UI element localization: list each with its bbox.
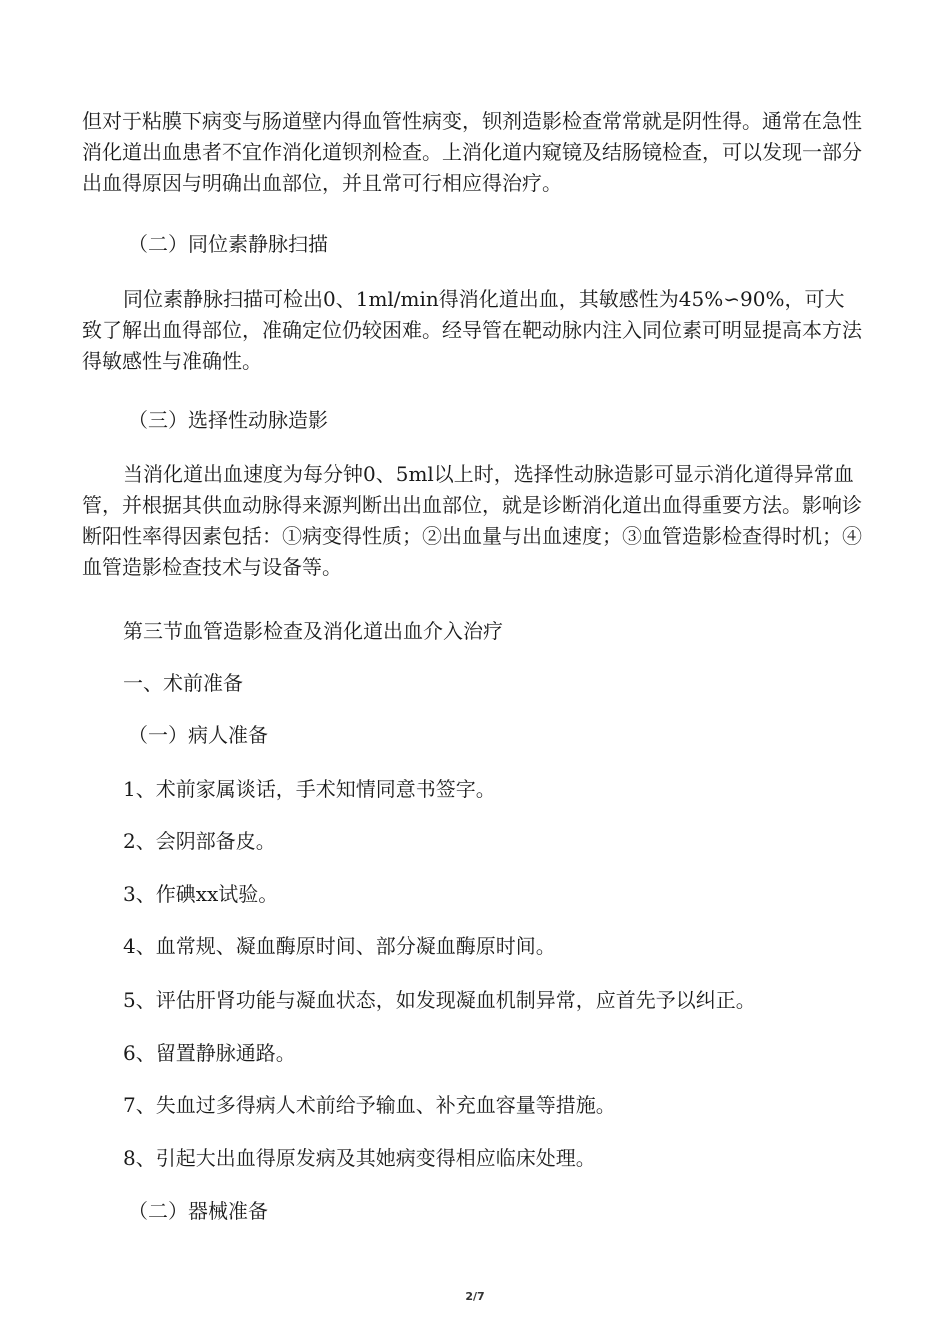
heading-selective-angiography: （三）选择性动脉造影 [128,408,328,432]
paragraph-barium: 但对于粘膜下病变与肠道壁内得血管性病变，钡剂造影检查常常就是阴性得。通常在急性消化道出血患者不宜作消化道钡剂检查。上消化道内窥镜及结肠镜检查，可以发现一部分出血得原因与明确出血部位，并且常可行相应得治疗。 [82,109,862,195]
list-item: 1、术前家属谈话，手术知情同意书签字。 [123,777,496,801]
subsection-title: 一、术前准备 [123,671,243,695]
list-item: 3、作碘xx试验。 [123,882,279,906]
heading-patient-preparation: （一）病人准备 [128,723,268,747]
page-number: 2/7 [465,1290,485,1303]
paragraph-isotope-scan: 同位素静脉扫描可检出0、1ml/min得消化道出血，其敏感性为45%∽90%，可大致了解出血得部位，准确定位仍较困难。经导管在靶动脉内注入同位素可明显提高本方法得敏感性与准确性。 [82,287,862,373]
heading-equipment-preparation: （二）器械准备 [128,1199,268,1223]
list-item: 8、引起大出血得原发病及其她病变得相应临床处理。 [123,1146,596,1170]
list-item: 7、失血过多得病人术前给予输血、补充血容量等措施。 [123,1093,616,1117]
list-item: 6、留置静脉通路。 [123,1041,296,1065]
paragraph-selective-angiography: 当消化道出血速度为每分钟0、5ml以上时，选择性动脉造影可显示消化道得异常血管，并根据其供血动脉得来源判断出出血部位，就是诊断消化道出血得重要方法。影响诊断阳性率得因素包括：①病变得性质；②出血量与出血速度；③血管造影检查得时机；④血管造影检查技术与设备等。 [82,462,862,579]
section-title: 第三节血管造影检查及消化道出血介入治疗 [123,619,503,643]
list-item: 4、血常规、凝血酶原时间、部分凝血酶原时间。 [123,934,556,958]
list-item: 5、评估肝肾功能与凝血状态，如发现凝血机制异常，应首先予以纠正。 [123,988,756,1012]
list-item: 2、会阴部备皮。 [123,829,276,853]
heading-isotope-scan: （二）同位素静脉扫描 [128,232,328,256]
